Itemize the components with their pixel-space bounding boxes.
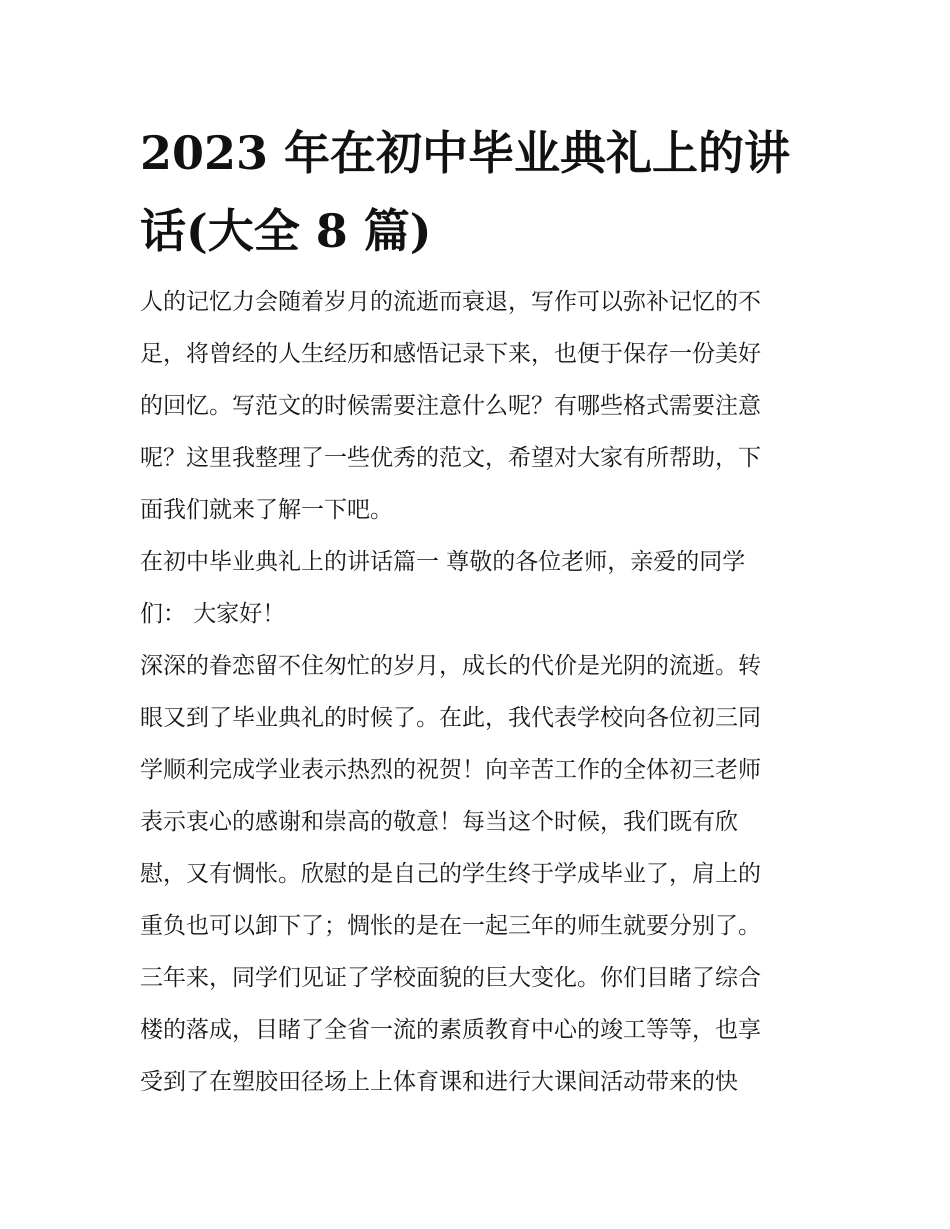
body-line: 楼的落成，目睹了全省一流的素质教育中心的竣工等等，也享: [140, 1017, 761, 1043]
body-line: 深深的眷恋留不住匆忙的岁月，成长的代价是光阴的流逝。转: [140, 653, 761, 679]
body-line: 呢？这里我整理了一些优秀的范文，希望对大家有所帮助，下: [140, 445, 761, 471]
body-line: 学顺利完成学业表示热烈的祝贺！向辛苦工作的全体初三老师: [140, 757, 761, 783]
body-line: 重负也可以卸下了；惆怅的是在一起三年的师生就要分别了。: [140, 913, 761, 939]
body-line: 表示衷心的感谢和崇高的敬意！每当这个时候，我们既有欣: [140, 809, 738, 835]
title-line: 2023 年在初中毕业典礼上的讲: [140, 126, 791, 180]
document-body: [140, 276, 820, 1108]
body-line: 们： 大家好！: [140, 601, 286, 627]
body-line: 人的记忆力会随着岁月的流逝而衰退，写作可以弥补记忆的不: [140, 289, 761, 315]
body-line: 眼又到了毕业典礼的时候了。在此，我代表学校向各位初三同: [140, 705, 761, 731]
body-line: 在初中毕业典礼上的讲话篇一 尊敬的各位老师，亲爱的同学: [140, 549, 746, 575]
document-title: [140, 114, 820, 270]
body-line: 的回忆。写范文的时候需要注意什么呢？有哪些格式需要注意: [140, 393, 761, 419]
body-line: 面我们就来了解一下吧。: [140, 497, 393, 523]
title-line: 话(大全 8 篇): [140, 204, 432, 258]
body-line: 慰，又有惆怅。欣慰的是自己的学生终于学成毕业了，肩上的: [140, 861, 761, 887]
body-line: 足，将曾经的人生经历和感悟记录下来，也便于保存一份美好: [140, 341, 761, 367]
body-line: 三年来，同学们见证了学校面貌的巨大变化。你们目睹了综合: [140, 965, 761, 991]
body-line: 受到了在塑胶田径场上上体育课和进行大课间活动带来的快: [140, 1069, 738, 1095]
